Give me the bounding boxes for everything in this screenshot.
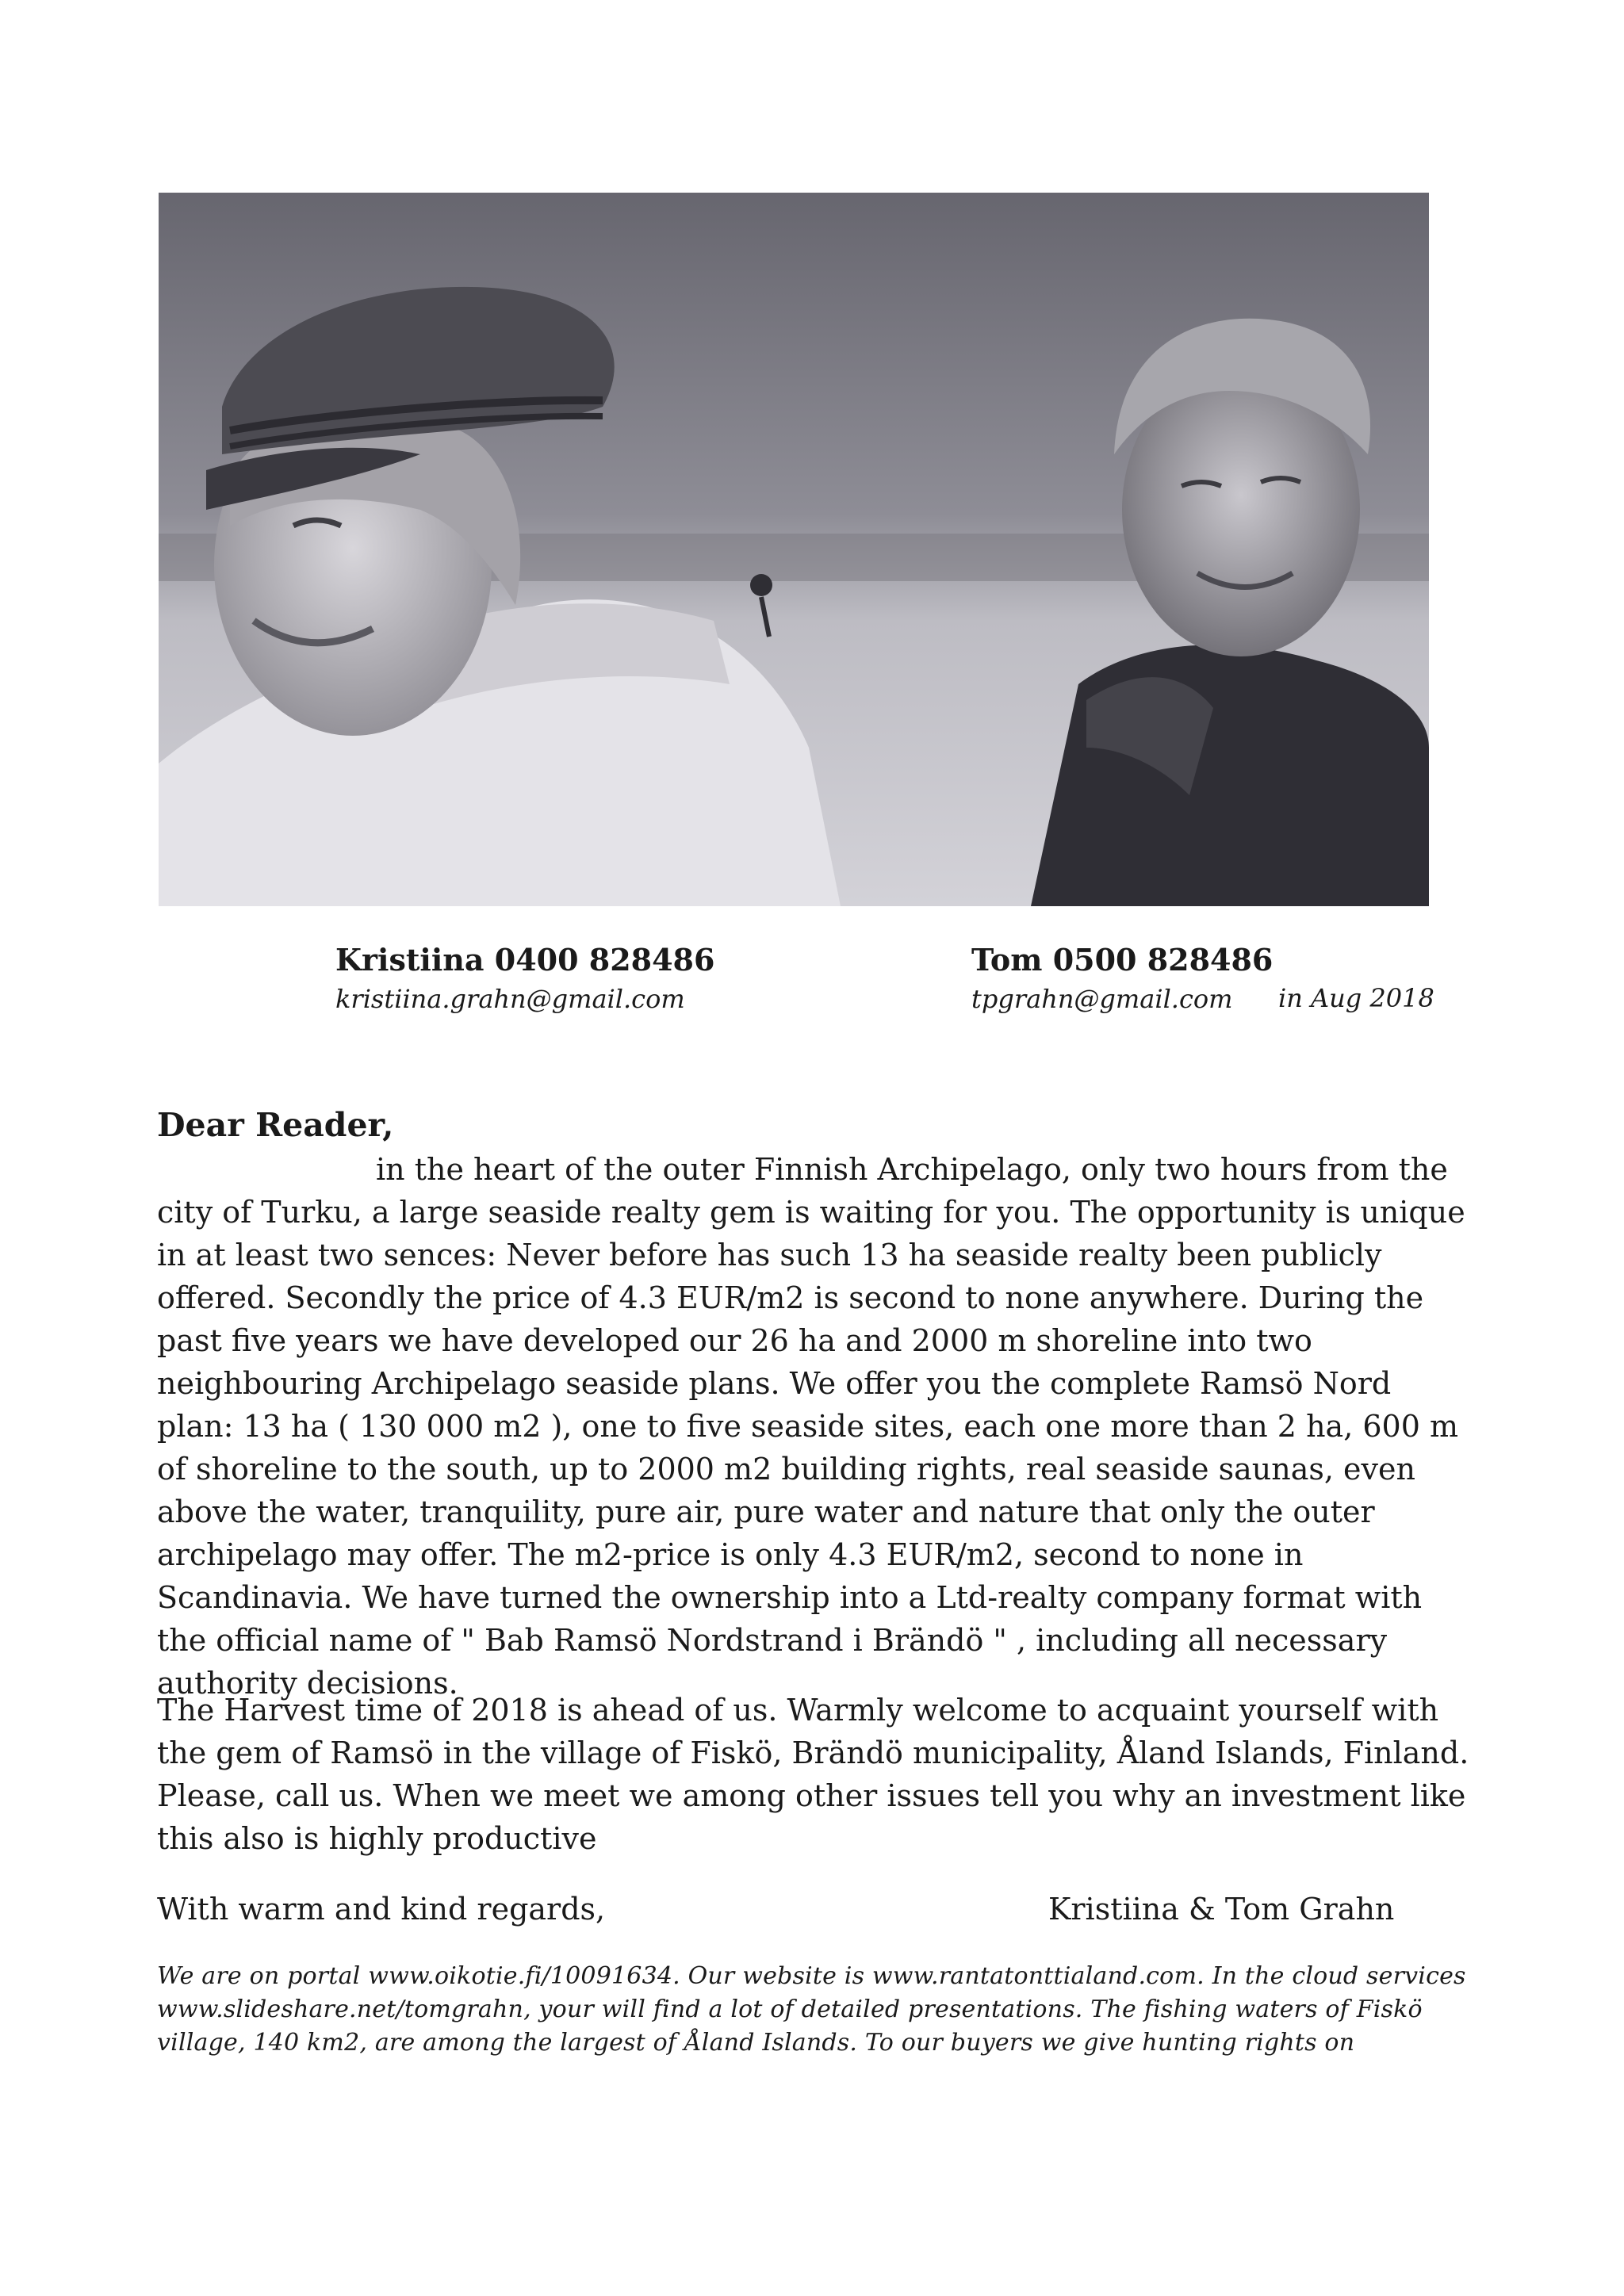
paragraph-1-text: in the heart of the outer Finnish Archipelago, only two hours from the city of Turku, a large seaside realty gem is waiting for you. The opportunity is unique in at least two sences: Never before has such 13 ha seaside realty been publicly offered. Secondly the price of 4.3 EUR/m2 is second to none anywhere. During the past five years we have developed our 26 ha and 2000 m shoreline into two neighbouring Archipelago seaside plans. We offer you the complete Ramsö Nord plan: 13 ha ( 130 000 m2 ), one to five seaside sites, each one more than 2 ha, 600 m of shoreline to the south, up to 2000 m2 building rights, real seaside saunas, even above the water, tranquility, pure air, pure water and nature that only the outer archipelago may offer. The m2-price is only 4.3 EUR/m2, second to none in Scandinavia. We have turned the ownership into a Ltd-realty company format with the official name of " Bab Ramsö Nordstrand i Brändö " , including all necessary authority decisions. bbox=[157, 1152, 1465, 1701]
letter-greeting: Dear Reader, bbox=[157, 1106, 394, 1144]
date-note: in Aug 2018 bbox=[1278, 983, 1434, 1013]
contact-email[interactable]: kristiina.grahn@gmail.com bbox=[335, 984, 685, 1014]
letter-paragraph-2: The Harvest time of 2018 is ahead of us. Warmly welcome to acquaint yourself with the gem of Ramsö in the village of Fiskö, Brändö municipality, Åland Islands, Finland. Please, call us. When we meet we among other issues tell you why an investment like this also is highly productive bbox=[157, 1693, 1469, 1856]
photo-illustration bbox=[159, 193, 1429, 906]
contact-email[interactable]: tpgrahn@gmail.com bbox=[971, 984, 1233, 1014]
letter-footnote: We are on portal www.oikotie.fi/10091634. Our website is www.rantatonttialand.com. In the cloud services www.slideshare.net/tomgrahn, your will find a lot of detailed presentations. The fishing waters of Fiskö village, 140 km2, are among the largest of Åland Islands. To our buyers we give hunting rights on bbox=[157, 1962, 1466, 2057]
letter-paragraph-1 bbox=[157, 1148, 1473, 1705]
letter-closing: With warm and kind regards, bbox=[157, 1892, 606, 1927]
contact-name-phone: Kristiina 0400 828486 bbox=[335, 942, 715, 978]
couple-photo bbox=[159, 193, 1429, 906]
contact-name-phone: Tom 0500 828486 bbox=[971, 942, 1274, 978]
contact-tom bbox=[971, 942, 1273, 1014]
letter-signature: Kristiina & Tom Grahn bbox=[1048, 1892, 1395, 1927]
contact-kristiina bbox=[335, 942, 714, 1014]
